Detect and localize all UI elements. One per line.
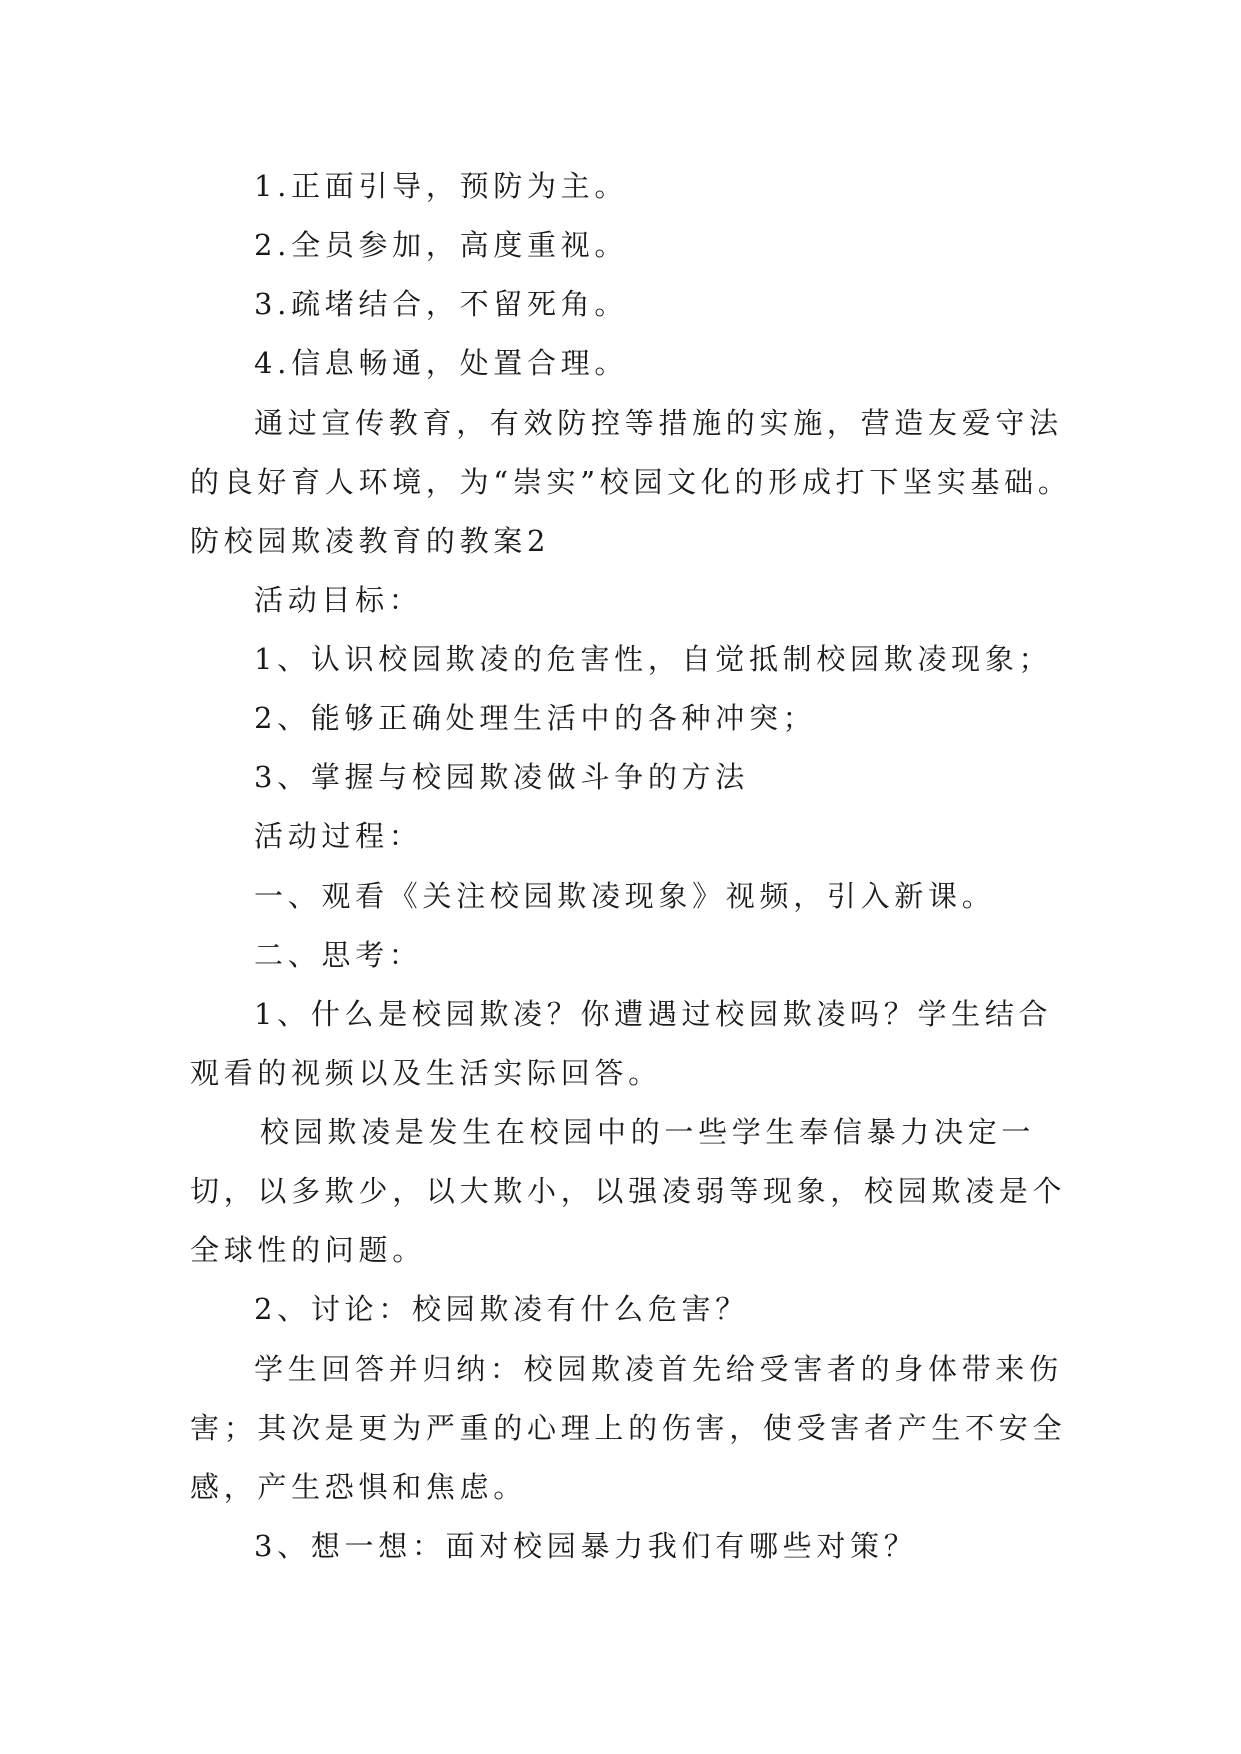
goal-3: 3、掌握与校园欺凌做斗争的方法	[254, 760, 749, 794]
definition-line-1: 校园欺凌是发生在校园中的一些学生奉信暴力决定一	[260, 1115, 1036, 1149]
process-step-1: 一、观看《关注校园欺凌现象》视频，引入新课。	[254, 879, 996, 913]
definition-line-2: 切，以多欺少，以大欺小，以强凌弱等现象，校园欺凌是个	[190, 1174, 1067, 1208]
goal-2: 2、能够正确处理生活中的各种冲突；	[254, 701, 817, 735]
answer-line-3: 感，产生恐惧和焦虑。	[190, 1470, 528, 1504]
definition-line-3: 全球性的问题。	[190, 1233, 426, 1267]
principle-1: 1.正面引导，预防为主。	[254, 169, 629, 203]
principle-2: 2.全员参加，高度重视。	[254, 228, 629, 262]
summary-paragraph-line-1: 通过宣传教育，有效防控等措施的实施，营造友爱守法	[254, 406, 1063, 440]
goal-1: 1、认识校园欺凌的危害性，自觉抵制校园欺凌现象；	[254, 642, 1053, 676]
principle-4: 4.信息畅通，处置合理。	[254, 346, 629, 380]
goals-heading: 活动目标：	[254, 583, 423, 617]
process-step-2: 二、思考：	[254, 938, 423, 972]
discussion-question: 2、讨论：校园欺凌有什么危害？	[254, 1292, 749, 1326]
question-1-line-1: 1、什么是校园欺凌？你遭遇过校园欺凌吗？学生结合	[254, 997, 1053, 1031]
section-title: 防校园欺凌教育的教案2	[190, 524, 551, 558]
summary-paragraph-line-2: 的良好育人环境，为“崇实”校园文化的形成打下坚实基础。	[190, 465, 1072, 499]
answer-line-1: 学生回答并归纳：校园欺凌首先给受害者的身体带来伤	[254, 1352, 1063, 1386]
process-heading: 活动过程：	[254, 819, 423, 853]
answer-line-2: 害；其次是更为严重的心理上的伤害，使受害者产生不安全	[190, 1411, 1067, 1445]
question-1-line-2: 观看的视频以及生活实际回答。	[190, 1056, 662, 1090]
principle-3: 3.疏堵结合，不留死角。	[254, 287, 629, 321]
think-question: 3、想一想：面对校园暴力我们有哪些对策？	[254, 1529, 918, 1563]
